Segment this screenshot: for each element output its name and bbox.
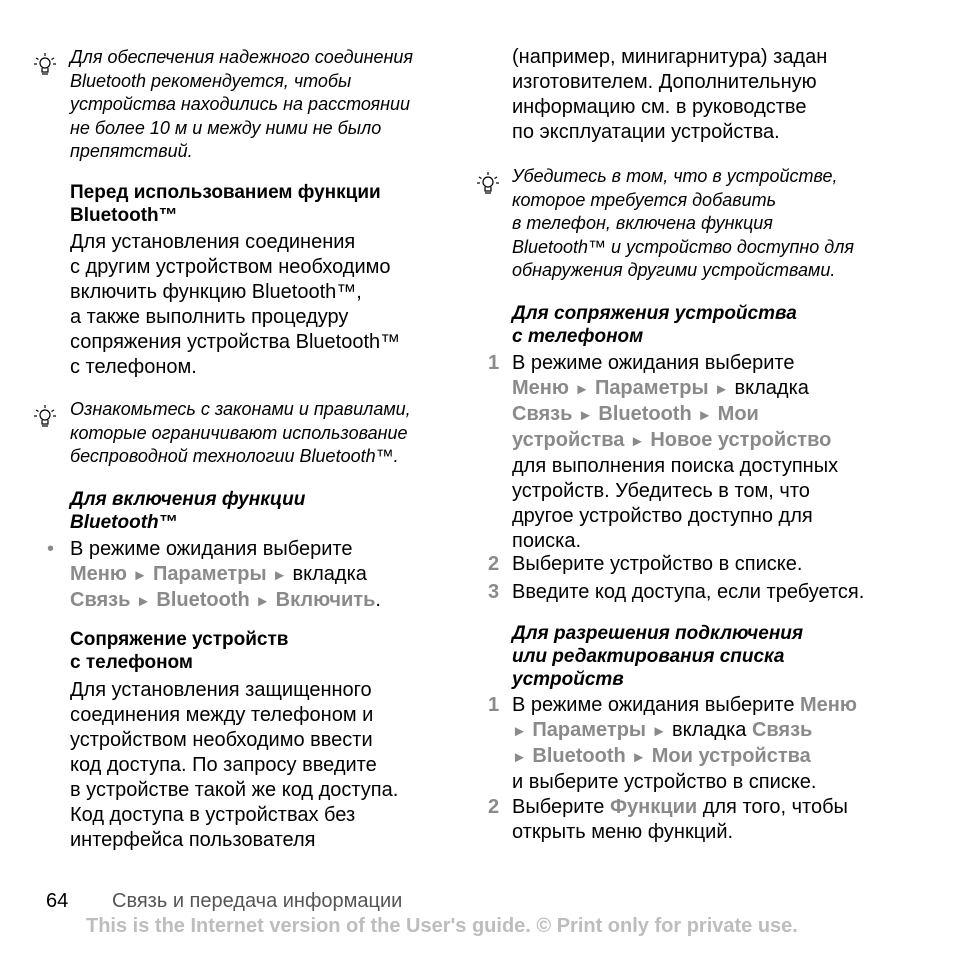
arrow-icon: ►: [272, 567, 287, 584]
pair-step-3: Введите код доступа, если требуется.: [512, 581, 865, 603]
tip-device-visible: Убедитесь в том, что в устройстве, которое требуется добавить в телефон, включена функция Bluetooth™ и устройство доступно для обнаружения другими устройствами.: [512, 166, 854, 280]
arrow-icon: ►: [697, 407, 713, 424]
arrow-icon: ►: [714, 381, 729, 398]
heading-pairing: Сопряжение устройств с телефоном: [70, 629, 289, 673]
step-number: 3: [488, 581, 500, 603]
page-number: 64: [46, 890, 69, 912]
step-number: 2: [488, 553, 500, 575]
heading-enable-bluetooth: Для включения функции Bluetooth™: [70, 489, 306, 533]
menu-path-devices: устройства: [512, 429, 625, 451]
section-title: Связь и передача информации: [112, 890, 403, 912]
step-number: 1: [488, 352, 500, 374]
paragraph-bluetooth-intro: Для установления соединения с другим устройством необходимо включить функцию Bluetooth™, а также выполнить процедуру сопряжения устройства Bluetooth™ с телефоном.: [70, 231, 401, 378]
menu-path-bluetooth: Bluetooth: [156, 589, 250, 611]
lightbulb-tip-icon: [30, 50, 60, 78]
heading-allow-connection: Для разрешения подключения или редактирования списка устройств: [512, 623, 804, 690]
menu-path-params: Параметры: [594, 377, 709, 399]
menu-path-menu: Меню: [70, 563, 127, 585]
lightbulb-tip-icon: [30, 402, 60, 430]
step-number: 1: [488, 694, 500, 716]
heading-pair-device: Для сопряжения устройства с телефоном: [512, 303, 797, 347]
enable-bluetooth-steps: В режиме ожидания выберите Меню ► Параметры ► вкладка Связь ► Bluetooth ► Включить.: [70, 538, 381, 611]
arrow-icon: ►: [577, 407, 593, 424]
bullet-marker: •: [47, 538, 55, 560]
pair-step-2: Выберите устройство в списке.: [512, 553, 803, 575]
arrow-icon: ►: [132, 567, 148, 584]
arrow-icon: ►: [255, 593, 271, 610]
menu-path-params: Параметры: [152, 563, 267, 585]
menu-path-functions: Функции: [609, 796, 698, 818]
allow-step-2: Выберите Функции для того, чтобы открыть меню функций.: [512, 796, 848, 843]
menu-path-enable: Включить: [275, 589, 376, 611]
menu-path-menu: Меню: [800, 694, 857, 716]
allow-step-1: В режиме ожидания выберите Меню ► Параметры ► вкладка Связь ► Bluetooth ► Мои устройства и выберите устройство в списке.: [512, 694, 857, 793]
menu-path-bluetooth: Bluetooth: [532, 745, 626, 767]
arrow-icon: ►: [629, 433, 645, 450]
lightbulb-tip-icon: [473, 169, 503, 197]
arrow-icon: ►: [135, 593, 151, 610]
menu-path-svyaz: Связь: [512, 403, 573, 425]
arrow-icon: ►: [574, 381, 590, 398]
internet-version-notice: This is the Internet version of the User's guide. © Print only for private use.: [86, 915, 798, 937]
menu-path-svyaz: Связь: [751, 719, 813, 741]
menu-path-menu: Меню: [512, 377, 569, 399]
step-number: 2: [488, 796, 500, 818]
menu-path-new-device: Новое устройство: [650, 429, 832, 451]
arrow-icon: ►: [512, 723, 527, 740]
tip-bluetooth-laws: Ознакомьтесь с законами и правилами, которые ограничивают использование беспроводной технологии Bluetooth™.: [70, 399, 411, 466]
pair-step-1: В режиме ожидания выберите Меню ► Параметры ► вкладка Связь ► Bluetooth ► Мои устройства ► Новое устройство для выполнения поиска доступных устройств. Убедитесь в том, что другое устройство доступно для поиска.: [512, 352, 839, 552]
menu-path-bluetooth: Bluetooth: [598, 403, 692, 425]
heading-before-bluetooth: Перед использованием функции Bluetooth™: [70, 182, 381, 226]
arrow-icon: ►: [512, 749, 527, 766]
arrow-icon: ►: [631, 749, 647, 766]
menu-path-my-devices: Мои устройства: [651, 745, 811, 767]
menu-path-my: Мои: [717, 403, 759, 425]
paragraph-pairing: Для установления защищенного соединения между телефоном и устройством необходимо ввести код доступа. По запросу введите в устройстве такой же код доступа. Код доступа в устройствах без интерфейса пользователя: [70, 679, 399, 851]
arrow-icon: ►: [651, 723, 667, 740]
menu-path-svyaz: Связь: [70, 589, 131, 611]
paragraph-continuation: (например, минигарнитура) задан изготовителем. Дополнительную информацию см. в руководстве по эксплуатации устройства.: [512, 46, 828, 143]
tip-bluetooth-distance: Для обеспечения надежного соединения Bluetooth рекомендуется, чтобы устройства находились на расстоянии не более 10 м и между ними не было препятствий.: [70, 47, 414, 161]
menu-path-params: Параметры: [532, 719, 647, 741]
